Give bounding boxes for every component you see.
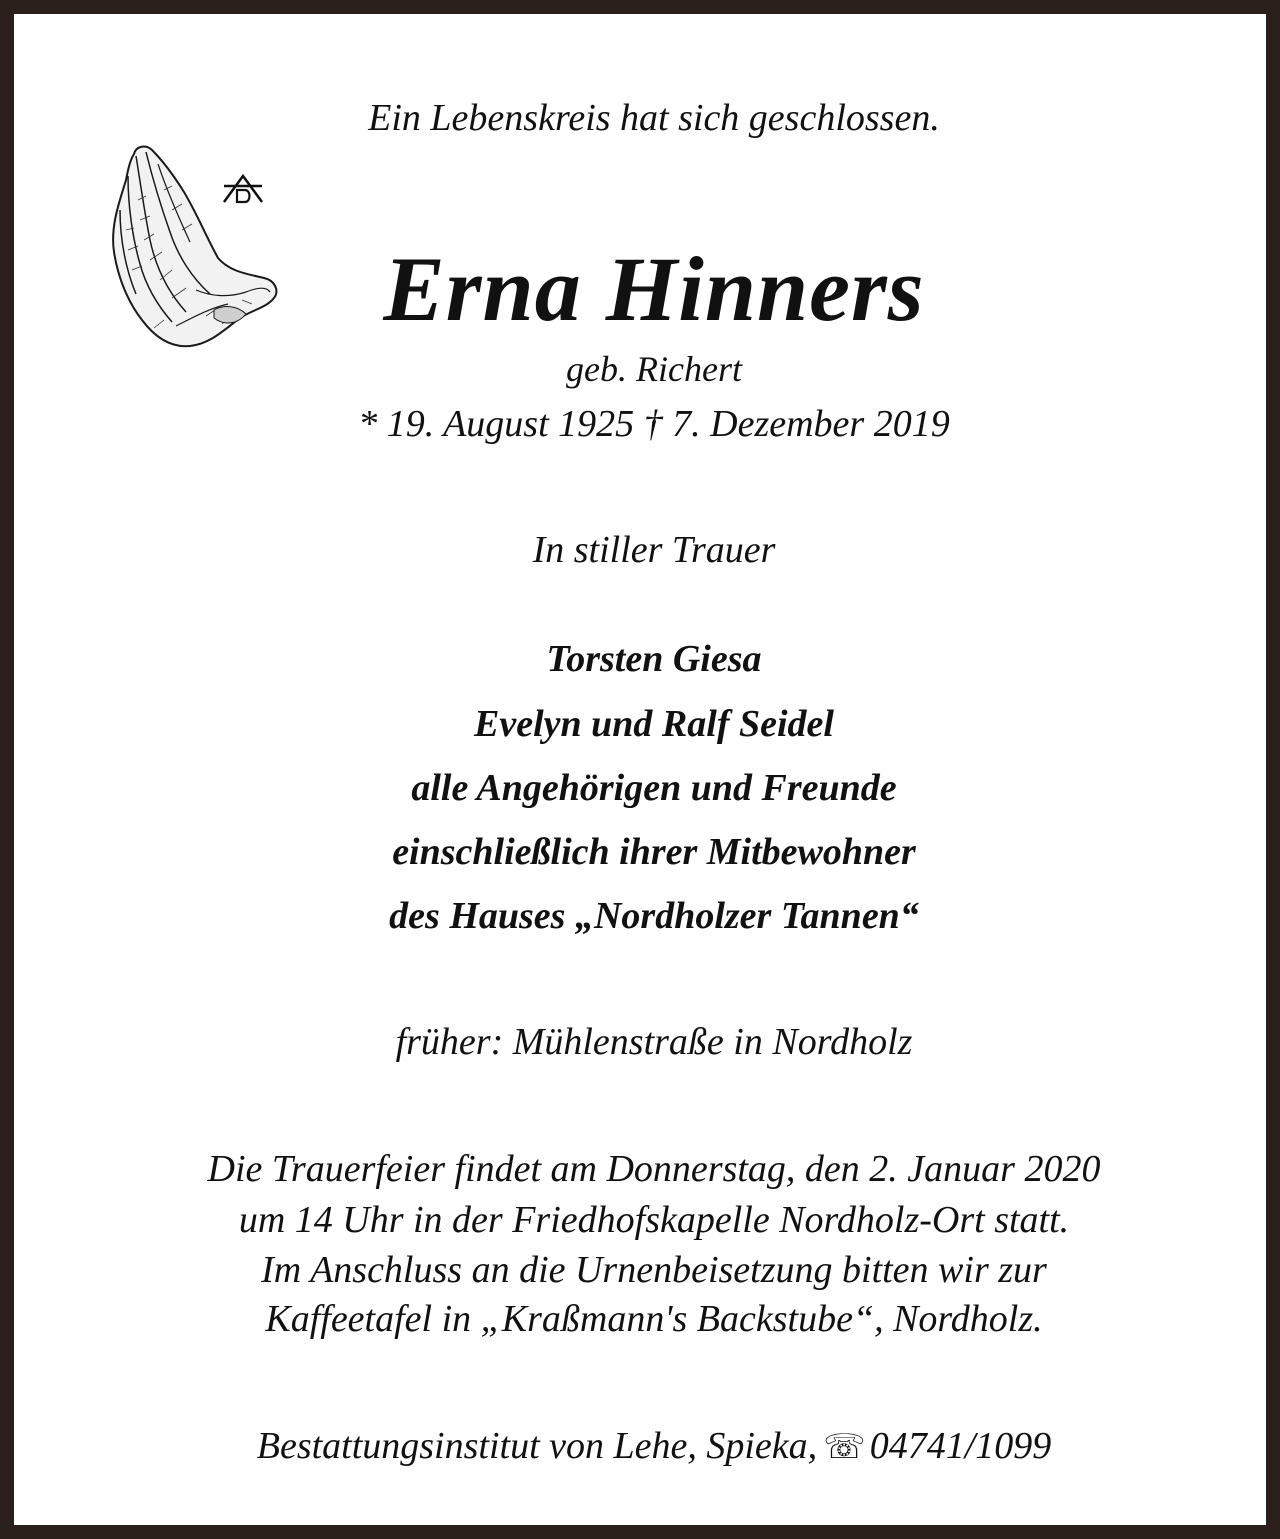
mourning-phrase: In stiller Trauer bbox=[532, 529, 776, 571]
service-line: Im Anschluss an die Urnenbeisetzung bitten wir zur bbox=[261, 1249, 1047, 1291]
undertaker-line bbox=[14, 1424, 1280, 1468]
mourner-line: Evelyn und Ralf Seidel bbox=[474, 703, 834, 745]
deceased-name: Erna Hinners bbox=[383, 238, 925, 340]
intro-line: Ein Lebenskreis hat sich geschlossen. bbox=[368, 97, 940, 139]
mourner-line: einschließlich ihrer Mitbewohner bbox=[392, 831, 916, 873]
service-line: Kaffeetafel in „Kraßmann's Backstube“, Nordholz. bbox=[265, 1298, 1043, 1340]
phone-icon: ☏ bbox=[823, 1429, 866, 1466]
life-dates: * 19. August 1925 † 7. Dezember 2019 bbox=[358, 403, 950, 445]
mourner-line: des Hauses „Nordholzer Tannen“ bbox=[389, 895, 919, 937]
mourner-line: Torsten Giesa bbox=[546, 638, 762, 680]
mourner-line: alle Angehörigen und Freunde bbox=[411, 767, 897, 809]
undertaker-name: Bestattungsinstitut von Lehe, Spieka, bbox=[256, 1425, 818, 1467]
maiden-name: geb. Richert bbox=[566, 349, 742, 389]
undertaker-phone: 04741/1099 bbox=[869, 1425, 1052, 1467]
service-line: Die Trauerfeier findet am Donnerstag, den 2. Januar 2020 bbox=[207, 1148, 1101, 1190]
service-line: um 14 Uhr in der Friedhofskapelle Nordholz-Ort statt. bbox=[238, 1199, 1070, 1241]
former-address: früher: Mühlenstraße in Nordholz bbox=[395, 1021, 913, 1063]
monogram-icon bbox=[220, 172, 266, 206]
